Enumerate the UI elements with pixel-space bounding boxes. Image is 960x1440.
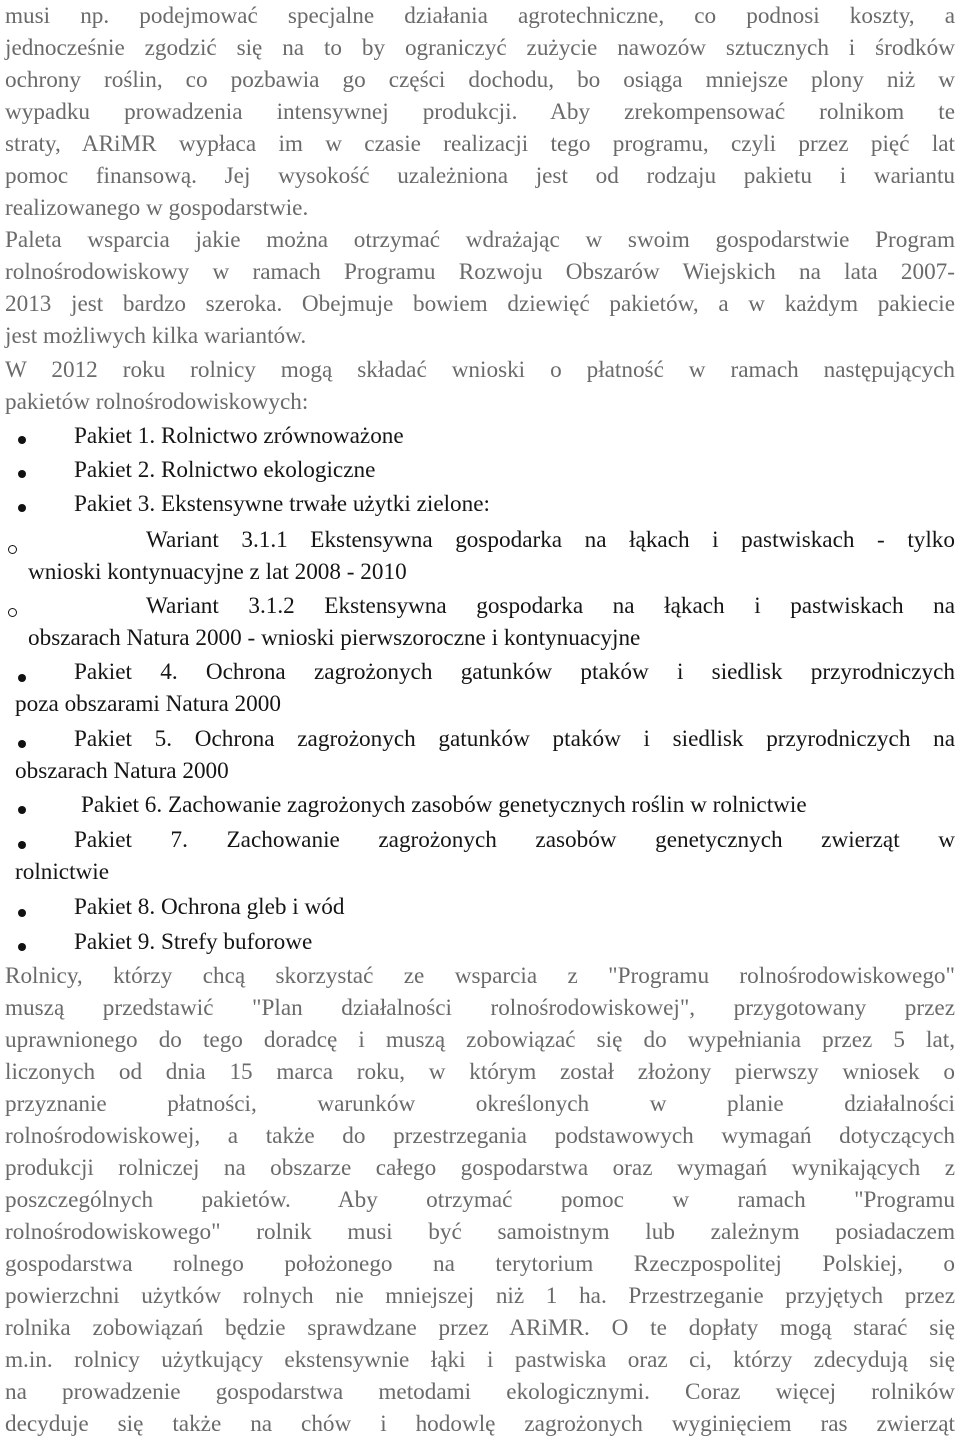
list-item-label: Pakiet 6. Zachowanie zagrożonych zasobów genetycznych roślin w rolnictwie: [81, 792, 807, 818]
bullet-icon: [18, 841, 26, 849]
circle-bullet-icon: [8, 545, 17, 554]
list-item-label: Pakiet 5. Ochrona zagrożonych gatunków ptaków i siedlisk przyrodniczych na: [74, 726, 955, 752]
list-item-label: Pakiet 9. Strefy buforowe: [74, 929, 313, 955]
text-line: powierzchni użytków rolnych nie mniejszej niż 1 ha. Przestrzeganie przyjętych przez: [5, 1283, 955, 1309]
text-line: m.in. rolnicy użytkujący ekstensywnie łąki i pastwiska oraz ci, którzy zdecydują się: [5, 1347, 955, 1373]
circle-bullet-icon: [8, 608, 17, 617]
list-item-label: Pakiet 4. Ochrona zagrożonych gatunków ptaków i siedlisk przyrodniczych: [74, 659, 955, 685]
text-line: muszą przedstawić "Plan działalności rolnośrodowiskowej", przygotowany przez: [5, 995, 955, 1021]
bullet-icon: [18, 909, 26, 917]
text-line: liczonych od dnia 15 marca roku, w którym został złożony pierwszy wniosek o: [5, 1059, 955, 1085]
text-line: rolnika zobowiązań będzie sprawdzane przez ARiMR. O te dopłaty mogą starać się: [5, 1315, 955, 1341]
bullet-icon: [18, 943, 26, 951]
text-line: realizowanego w gospodarstwie.: [5, 195, 309, 221]
list-item-label: wnioski kontynuacyjne z lat 2008 - 2010: [28, 559, 407, 585]
text-line: uprawnionego do tego doradcę i muszą zobowiązać się do wypełniania przez 5 lat,: [5, 1027, 955, 1053]
bullet-icon: [18, 674, 26, 682]
text-line: jednocześnie zgodzić się na to by ograniczyć zużycie nawozów sztucznych i środków: [5, 35, 955, 61]
bullet-icon: [18, 470, 26, 478]
text-line: przyznanie płatności, warunków określonych w planie działalności: [5, 1091, 955, 1117]
text-line: gospodarstwa rolnego położonego na terytorium Rzeczpospolitej Polskiej, o: [5, 1251, 955, 1277]
text-line: jest możliwych kilka wariantów.: [5, 323, 307, 349]
list-item-label: obszarach Natura 2000 - wnioski pierwszoroczne i kontynuacyjne: [28, 625, 641, 651]
text-line: Paleta wsparcia jakie można otrzymać wdrażając w swoim gospodarstwie Program: [5, 227, 955, 253]
bullet-icon: [18, 504, 26, 512]
text-line: na prowadzenie gospodarstwa metodami ekologicznymi. Coraz więcej rolników: [5, 1379, 955, 1405]
text-line: rolnośrodowiskowej, a także do przestrzegania podstawowych wymagań dotyczących: [5, 1123, 955, 1149]
list-item-label: Pakiet 1. Rolnictwo zrównoważone: [74, 423, 404, 449]
text-line: ochrony roślin, co pozbawia go części dochodu, bo osiąga mniejsze plony niż w: [5, 67, 955, 93]
text-line: produkcji rolniczej na obszarze całego gospodarstwa oraz wymagań wynikających z: [5, 1155, 955, 1181]
list-item-label: Pakiet 3. Ekstensywne trwałe użytki zielone:: [74, 491, 490, 517]
list-item-label: rolnictwie: [15, 859, 110, 885]
text-line: musi np. podejmować specjalne działania agrotechniczne, co podnosi koszty, a: [5, 3, 955, 29]
list-item-label: obszarach Natura 2000: [15, 758, 229, 784]
text-line: pakietów rolnośrodowiskowych:: [5, 389, 309, 415]
bullet-icon: [18, 436, 26, 444]
text-line: pomoc finansową. Jej wysokość uzależniona jest od rodzaju pakietu i wariantu: [5, 163, 955, 189]
list-item-label: Pakiet 2. Rolnictwo ekologiczne: [74, 457, 376, 483]
bullet-icon: [18, 806, 26, 814]
text-line: rolnośrodowiskowego" rolnik musi być samoistnym lub zależnym posiadaczem: [5, 1219, 955, 1245]
list-item-label: Wariant 3.1.1 Ekstensywna gospodarka na łąkach i pastwiskach - tylko: [146, 527, 955, 553]
list-item-label: Pakiet 7. Zachowanie zagrożonych zasobów genetycznych zwierząt w: [74, 827, 955, 853]
text-line: rolnośrodowiskowy w ramach Programu Rozwoju Obszarów Wiejskich na lata 2007-: [5, 259, 955, 285]
text-line: W 2012 roku rolnicy mogą składać wnioski o płatność w ramach następujących: [5, 357, 955, 383]
bullet-icon: [18, 740, 26, 748]
list-item-label: Wariant 3.1.2 Ekstensywna gospodarka na łąkach i pastwiskach na: [146, 593, 955, 619]
list-item-label: poza obszarami Natura 2000: [15, 691, 281, 717]
list-item-label: Pakiet 8. Ochrona gleb i wód: [74, 894, 345, 920]
text-line: straty, ARiMR wypłaca im w czasie realizacji tego programu, czyli przez pięć lat: [5, 131, 955, 157]
text-line: wypadku prowadzenia intensywnej produkcji. Aby zrekompensować rolnikom te: [5, 99, 955, 125]
text-line: decyduje się także na chów i hodowlę zagrożonych wyginięciem ras zwierząt: [5, 1411, 955, 1437]
text-line: Rolnicy, którzy chcą skorzystać ze wsparcia z "Programu rolnośrodowiskowego": [5, 963, 955, 989]
text-line: 2013 jest bardzo szeroka. Obejmuje bowiem dziewięć pakietów, a w każdym pakiecie: [5, 291, 955, 317]
text-line: poszczególnych pakietów. Aby otrzymać pomoc w ramach "Programu: [5, 1187, 955, 1213]
